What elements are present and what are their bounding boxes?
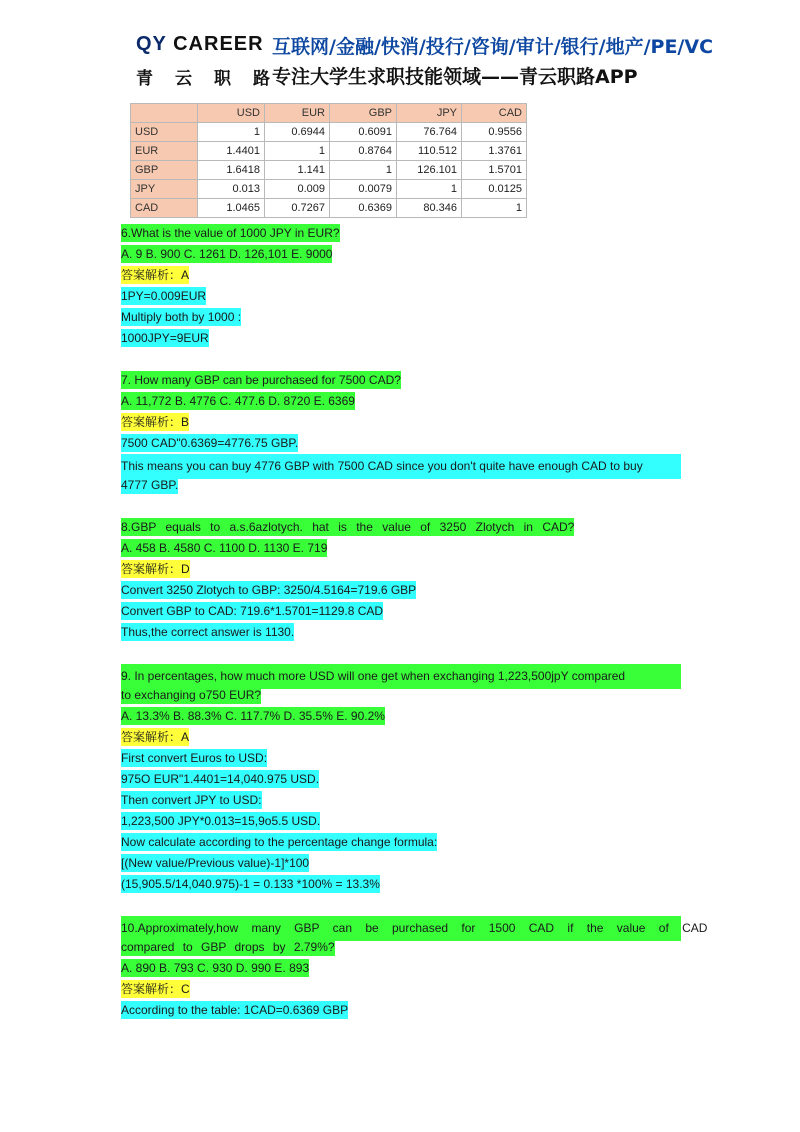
explanation-line: Multiply both by 1000 : — [121, 310, 242, 324]
question-10-options: A. 890 B. 793 C. 930 D. 990 E. 893 — [121, 961, 310, 975]
column-header: EUR — [265, 104, 330, 123]
question-8: 8.GBP equals to a.s.6azlotych. hat is the value of 3250 Zlotych in CAD? — [121, 520, 575, 534]
table-cell: 1.3761 — [462, 142, 527, 161]
column-header: USD — [198, 104, 265, 123]
question-8-options: A. 458 B. 4580 C. 1100 D. 1130 E. 719 — [121, 541, 328, 555]
table-cell: 0.009 — [265, 180, 330, 199]
spacer — [121, 895, 681, 916]
explanation-line: Then convert JPY to USD: — [121, 793, 262, 807]
explanation-line: 7500 CAD"0.6369=4776.75 GBP. — [121, 436, 299, 450]
logo — [136, 33, 264, 56]
column-header: GBP — [330, 104, 397, 123]
table-header-row — [131, 104, 527, 123]
question-9: 9. In percentages, how much more USD will one get when exchanging 1,223,500jpY compared — [121, 664, 681, 685]
explanation-line: 4777 GBP. — [121, 478, 179, 492]
spacer — [121, 349, 681, 370]
table-cell: 1.5701 — [462, 161, 527, 180]
question-10-answer: 答案解析：C — [121, 982, 190, 996]
table-cell: 0.6944 — [265, 123, 330, 142]
spacer — [121, 496, 681, 517]
table-cell: 0.7267 — [265, 199, 330, 218]
question-6-answer: 答案解析：A — [121, 268, 190, 282]
question-8-answer: 答案解析：D — [121, 562, 190, 576]
question-10: 10.Approximately,how many GBP can be purchased for 1500 CAD if the value of CAD — [121, 916, 681, 937]
table-cell: 1.6418 — [198, 161, 265, 180]
table-row — [131, 142, 527, 161]
question-6-options: A. 9 B. 900 C. 1261 D. 126,101 E. 9000 — [121, 247, 333, 261]
row-header: USD — [131, 123, 198, 142]
question-7-options: A. 11,772 B. 4776 C. 477.6 D. 8720 E. 6369 — [121, 394, 355, 408]
table-cell: 1 — [330, 161, 397, 180]
table-cell: 1 — [397, 180, 462, 199]
table-row — [131, 161, 527, 180]
table-cell: 0.0079 — [330, 180, 397, 199]
logo-qy: QY — [136, 33, 167, 55]
questions-body — [121, 223, 708, 1021]
spacer — [121, 643, 681, 664]
explanation-line: Convert GBP to CAD: 719.6*1.5701=1129.8 CAD — [121, 604, 384, 618]
column-header: JPY — [397, 104, 462, 123]
logo-chinese: 青云职路 — [136, 69, 292, 89]
explanation-line: First convert Euros to USD: — [121, 751, 268, 765]
question-7: 7. How many GBP can be purchased for 7500 CAD? — [121, 373, 401, 387]
question-7-answer: 答案解析：B — [121, 415, 190, 429]
explanation-line: Now calculate according to the percentage change formula: — [121, 835, 438, 849]
table-cell: 76.764 — [397, 123, 462, 142]
table-cell: 0.8764 — [330, 142, 397, 161]
table-cell: 0.0125 — [462, 180, 527, 199]
question-9-options: A. 13.3% B. 88.3% C. 117.7% D. 35.5% E. 90.2% — [121, 709, 385, 723]
row-header: GBP — [131, 161, 198, 180]
table-cell: 1 — [462, 199, 527, 218]
explanation-line: [(New value/Previous value)-1]*100 — [121, 856, 310, 870]
table-cell: 1.0465 — [198, 199, 265, 218]
explanation-line: Thus,the correct answer is 1130. — [121, 625, 295, 639]
table-cell: 126.101 — [397, 161, 462, 180]
question-9-cont: to exchanging o750 EUR? — [121, 688, 262, 702]
header-tagline-app: 专注大学生求职技能领域——青云职路APP — [272, 66, 638, 88]
table-cell: 0.9556 — [462, 123, 527, 142]
table-cell: 1 — [265, 142, 330, 161]
explanation-line: (15,905.5/14,040.975)-1 = 0.133 *100% = 13.3% — [121, 877, 380, 891]
table-cell: 1.141 — [265, 161, 330, 180]
table-cell: 0.6369 — [330, 199, 397, 218]
page-header — [0, 0, 800, 100]
table-row — [131, 123, 527, 142]
table-row — [131, 180, 527, 199]
explanation-line: 1000JPY=9EUR — [121, 331, 209, 345]
exchange-rate-table — [130, 103, 527, 218]
explanation-line: Convert 3250 Zlotych to GBP: 3250/4.5164=719.6 GBP — [121, 583, 417, 597]
table-cell: 0.6091 — [330, 123, 397, 142]
explanation-line: 1,223,500 JPY*0.013=15,9o5.5 USD. — [121, 814, 321, 828]
column-header: CAD — [462, 104, 527, 123]
row-header: EUR — [131, 142, 198, 161]
table-cell: 1.4401 — [198, 142, 265, 161]
row-header: JPY — [131, 180, 198, 199]
table-corner-cell — [131, 104, 198, 123]
table-cell: 0.013 — [198, 180, 265, 199]
table-cell: 110.512 — [397, 142, 462, 161]
table-cell: 1 — [198, 123, 265, 142]
explanation-line: 1PY=0.009EUR — [121, 289, 207, 303]
table-cell: 80.346 — [397, 199, 462, 218]
question-9-answer: 答案解析：A — [121, 730, 190, 744]
question-6: 6.What is the value of 1000 JPY in EUR? — [121, 226, 340, 240]
table-row — [131, 199, 527, 218]
logo-career: CAREER — [173, 33, 264, 55]
question-10-cont: compared to GBP drops by 2.79%? — [121, 940, 335, 954]
header-tagline-industries: 互联网/金融/快消/投行/咨询/审计/银行/地产/PE/VC — [272, 36, 714, 58]
row-header: CAD — [131, 199, 198, 218]
explanation-line: 975O EUR"1.4401=14,040.975 USD. — [121, 772, 320, 786]
explanation-line: This means you can buy 4776 GBP with 7500 CAD since you don't quite have enough CAD to buy — [121, 454, 681, 475]
explanation-line: According to the table: 1CAD=0.6369 GBP — [121, 1003, 349, 1017]
